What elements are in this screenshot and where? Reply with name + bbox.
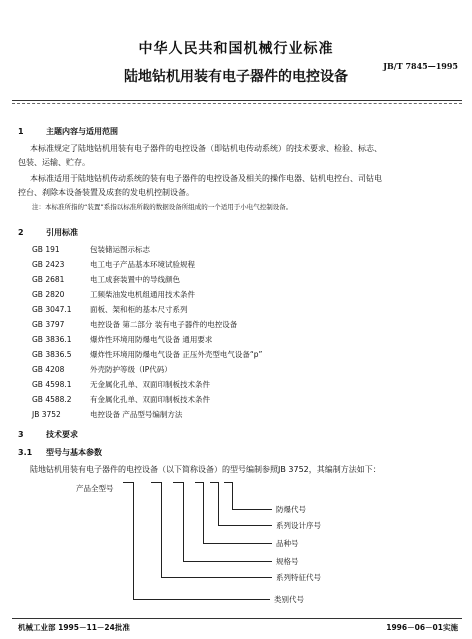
diagram-leader (203, 482, 204, 543)
reference-item (32, 319, 237, 330)
reference-title: 有金属化孔单、双面印制板技术条件 (90, 395, 210, 404)
reference-code: GB 2423 (32, 260, 65, 269)
section-number: 2 (18, 228, 24, 237)
reference-title: 电控设备 产品型号编制方法 (90, 410, 183, 419)
section-1-paragraph-1-line-1: 本标准规定了陆地钻机用装有电子器件的电控设备（即钻机电传动系统）的技术要求、检验、标志、 (30, 144, 382, 153)
issuing-body-title: 中华人民共和国机械行业标准 (138, 41, 334, 57)
subsection-number: 3.1 (18, 448, 33, 457)
diagram-leader (133, 482, 134, 599)
reference-code: GB 3047.1 (32, 305, 72, 314)
reference-title: 电工成套装置中的导线颜色 (90, 275, 180, 284)
specification-number-label: 规格号 (276, 557, 299, 566)
reference-code: GB 3836.5 (32, 350, 72, 359)
section-1-paragraph-2-line-2: 控台、刹除本设备装置及成套的发电机控制设备。 (18, 188, 194, 197)
reference-title: 外壳防护等级（IP代码） (90, 365, 172, 374)
reference-code: JB 3752 (32, 410, 61, 419)
diagram-leader (232, 482, 233, 509)
approval-date: 机械工业部 1995－11－24批准 (18, 623, 130, 632)
reference-code: GB 3797 (32, 320, 65, 329)
diagram-leader (161, 482, 162, 577)
section-title: 主题内容与适用范围 (46, 127, 118, 136)
reference-code: GB 4208 (32, 365, 65, 374)
reference-title: 工频柴油发电机组通用技术条件 (90, 290, 195, 299)
header-rule (12, 100, 462, 101)
section-1-note: 注：本标准所指的“装置”系指以标准所载的数据设备所组成的一个适用于小电气控制设备。 (32, 203, 293, 211)
reference-item (32, 274, 180, 285)
diagram-leader (218, 525, 272, 526)
document-title: 陆地钻机用装有电子器件的电控设备 (124, 69, 348, 85)
section-title: 引用标准 (46, 228, 78, 237)
variety-number-label: 品种号 (276, 539, 299, 548)
diagram-leader (218, 482, 219, 525)
reference-item (32, 334, 212, 345)
diagram-slot (210, 482, 218, 483)
diagram-leader (161, 577, 272, 578)
reference-code: GB 191 (32, 245, 60, 254)
series-feature-code-label: 系列特征代号 (276, 573, 321, 582)
reference-code: GB 2820 (32, 290, 65, 299)
reference-item (32, 364, 172, 375)
section-title: 技术要求 (46, 430, 78, 439)
implementation-date: 1996－06－01实施 (386, 623, 458, 632)
diagram-slot (123, 482, 133, 483)
diagram-leader (183, 482, 184, 561)
diagram-slot (151, 482, 161, 483)
reference-title: 电工电子产品基本环境试验规程 (90, 260, 195, 269)
reference-item (32, 379, 210, 390)
diagram-leader (133, 599, 270, 600)
footer-rule (12, 618, 462, 619)
subsection-title: 型号与基本参数 (46, 448, 102, 457)
subsection-3-1-heading (18, 447, 102, 458)
reference-code: GB 4598.1 (32, 380, 72, 389)
reference-title: 爆炸性环境用防爆电气设备 通用要求 (90, 335, 213, 344)
diagram-leader (232, 509, 272, 510)
section-3-heading (18, 429, 78, 440)
reference-title: 包装储运图示标志 (90, 245, 150, 254)
diagram-slot (224, 482, 232, 483)
reference-title: 爆炸性环境用防爆电气设备 正压外壳型电气设备“p” (90, 350, 263, 359)
series-design-serial-label: 系列设计序号 (276, 521, 321, 530)
reference-title: 电控设备 第二部分 装有电子器件的电控设备 (90, 320, 238, 329)
section-1-paragraph-2-line-1: 本标准适用于陆地钻机传动系统的装有电子器件的电控设备及相关的操作电器、钻机电控台、司钻电 (30, 174, 382, 183)
reference-item (32, 304, 188, 315)
reference-item (32, 409, 182, 420)
header-rule-dashed (12, 103, 462, 104)
reference-code: GB 2681 (32, 275, 65, 284)
diagram-slot (173, 482, 183, 483)
reference-item (32, 349, 262, 360)
section-number: 3 (18, 430, 24, 439)
reference-item (32, 244, 150, 255)
reference-title: 无金属化孔单、双面印制板技术条件 (90, 380, 210, 389)
reference-code: GB 4588.2 (32, 395, 72, 404)
reference-title: 面板、架和柜的基本尺寸系列 (90, 305, 188, 314)
diagram-slot (195, 482, 203, 483)
diagram-leader (183, 561, 272, 562)
model-coding-intro: 陆地钻机用装有电子器件的电控设备（以下简称设备）的型号编制参照JB 3752，其编制方法如下： (30, 465, 381, 474)
reference-item (32, 259, 195, 270)
diagram-leader (203, 543, 272, 544)
category-code-label: 类别代号 (274, 595, 304, 604)
explosion-proof-code-label: 防爆代号 (276, 505, 306, 514)
section-2-heading (18, 227, 78, 238)
product-full-model-label: 产品全型号 (76, 484, 114, 493)
section-number: 1 (18, 127, 24, 136)
section-1-heading (18, 126, 118, 137)
standard-number: JB/T 7845—1995 (383, 61, 458, 71)
reference-item (32, 394, 210, 405)
reference-item (32, 289, 195, 300)
reference-code: GB 3836.1 (32, 335, 72, 344)
section-1-paragraph-1-line-2: 包装、运输、贮存。 (18, 158, 90, 167)
